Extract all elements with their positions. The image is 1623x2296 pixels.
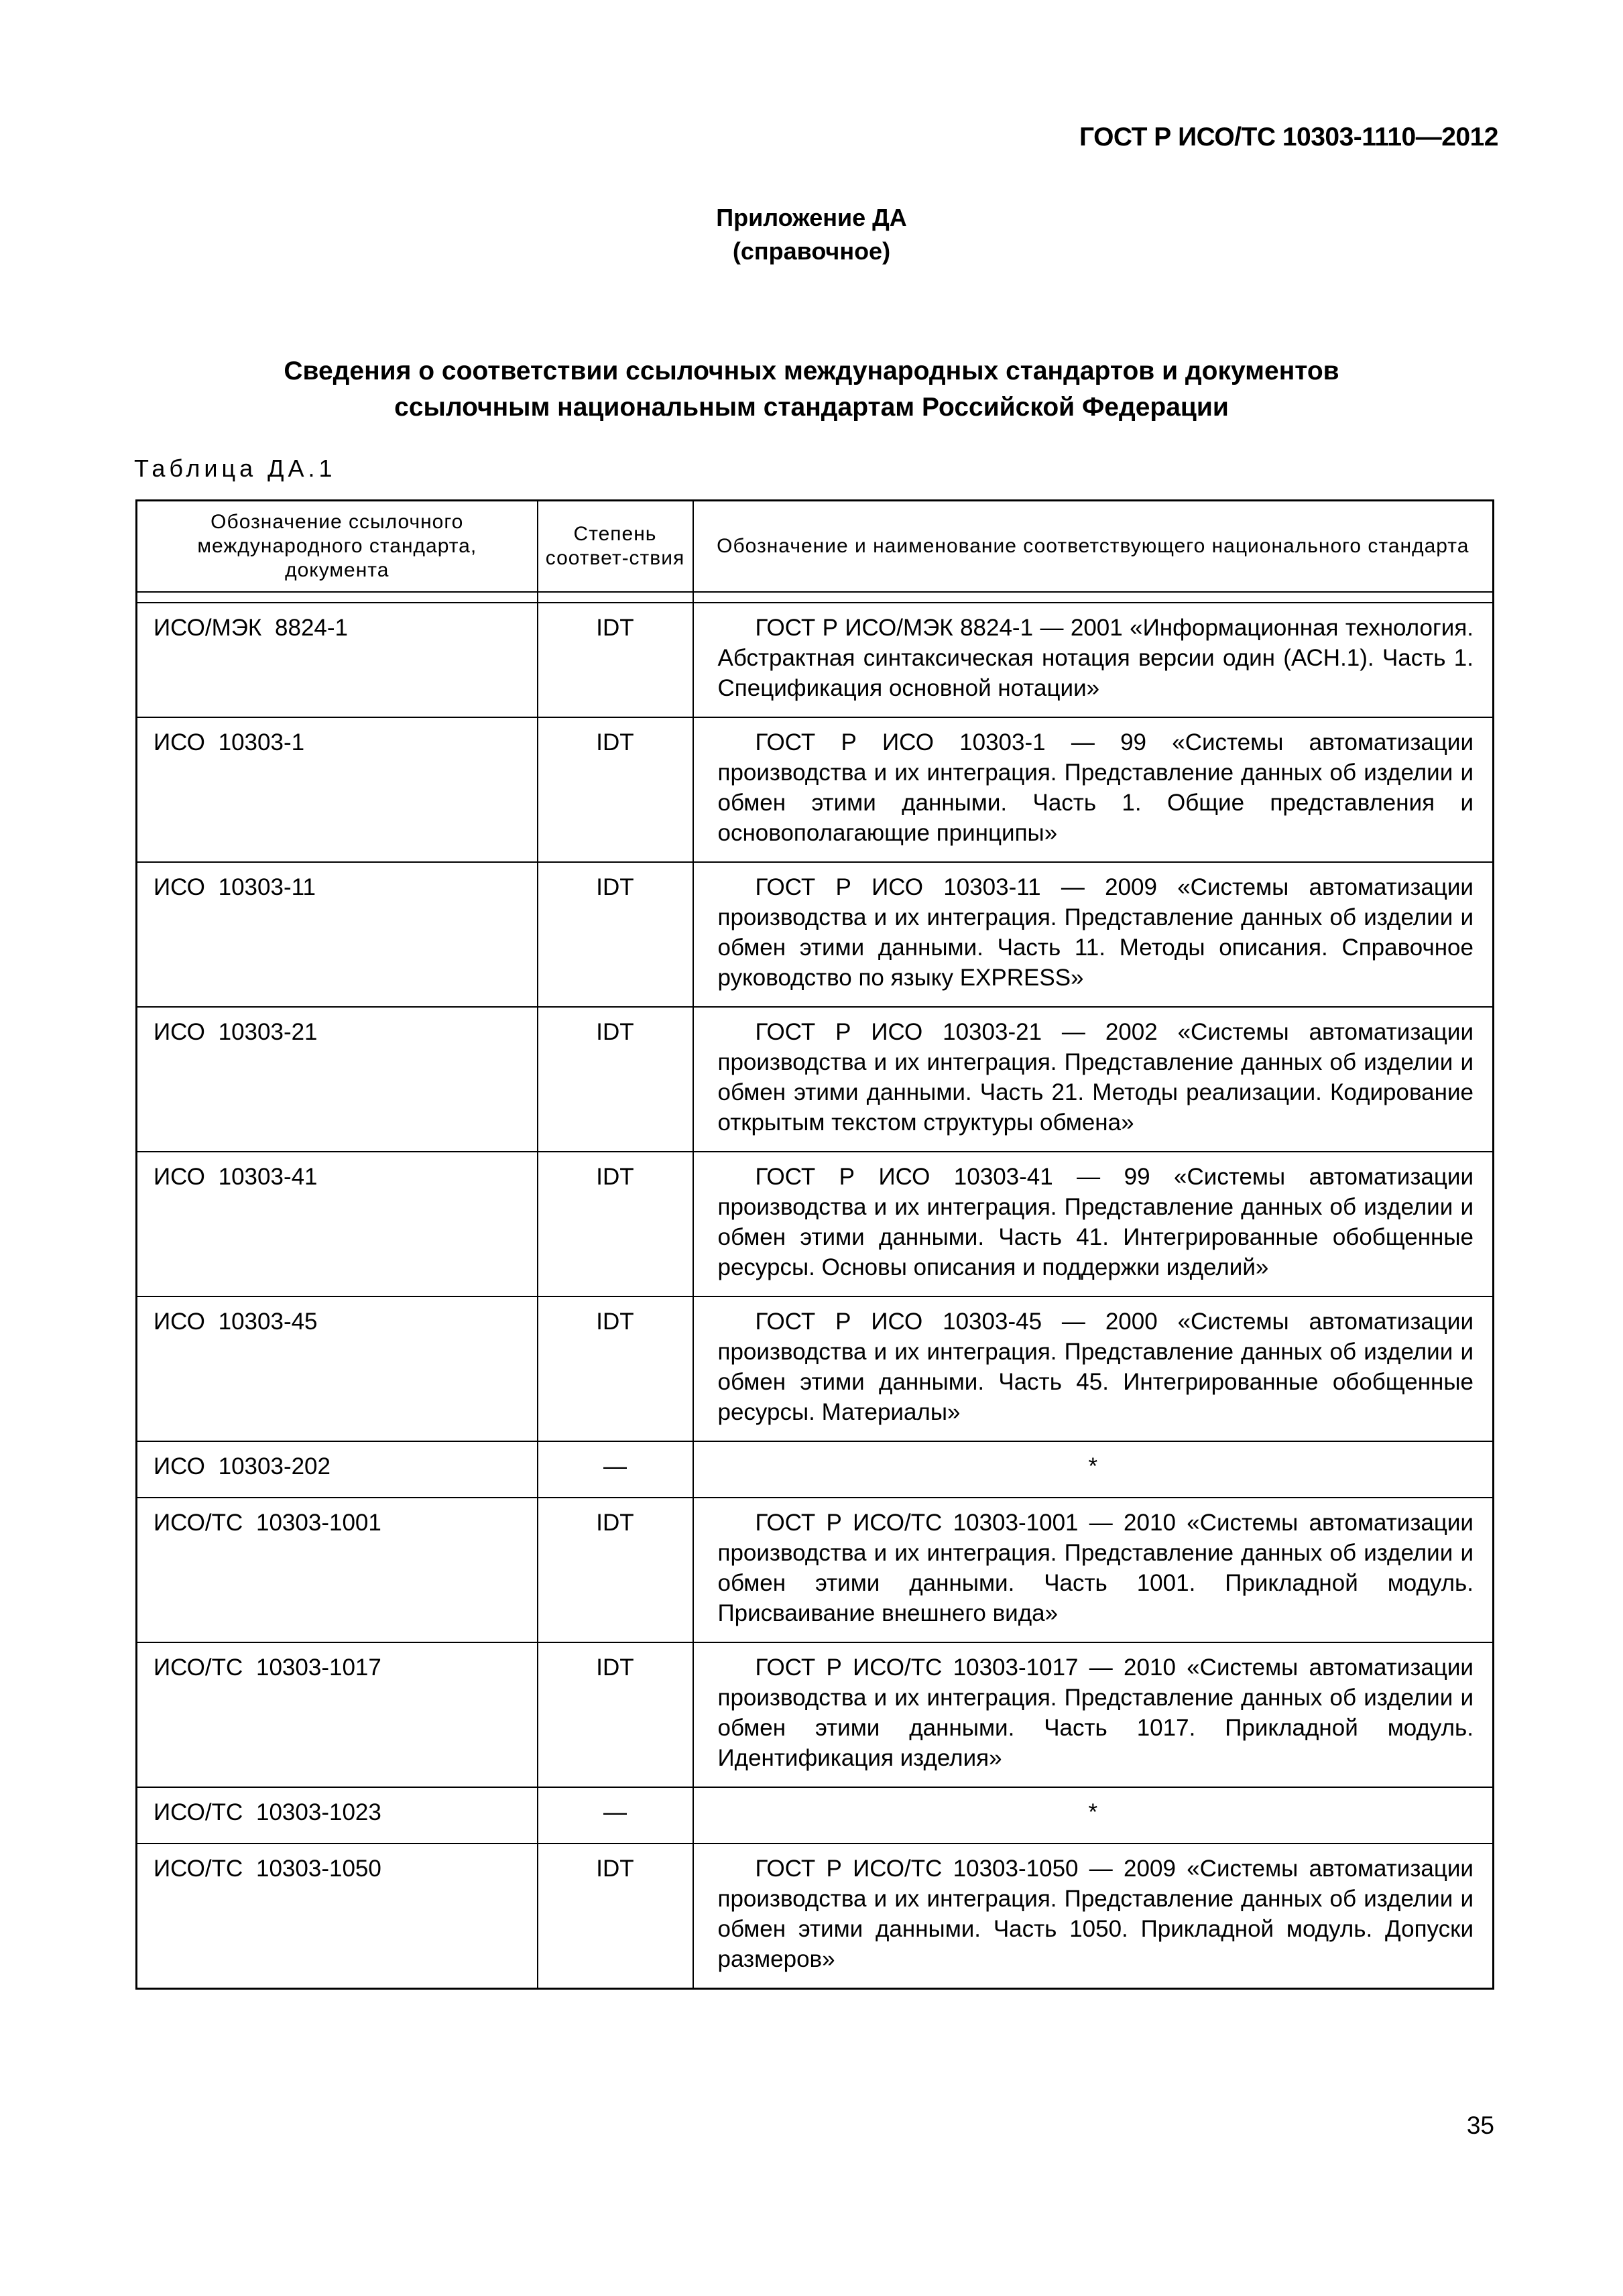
appendix-heading — [0, 201, 1623, 268]
degree-cell: IDT — [538, 1296, 693, 1441]
section-heading-line-2: ссылочным национальным стандартам Российской Федерации — [394, 393, 1229, 422]
header-rule-cell — [538, 592, 693, 603]
degree-cell: IDT — [538, 1498, 693, 1642]
international-designation-cell: ИСО 10303-45 — [137, 1296, 538, 1441]
page-number: 35 — [1466, 2112, 1494, 2139]
national-standard-cell: ГОСТ Р ИСО/ТС 10303-1001 — 2010 «Системы автоматизации производства и их интеграция. Представление данных об изделии и обмен этими данными. Часть 1001. Прикладной модуль. Присваивание внешнего вида» — [693, 1498, 1494, 1642]
national-standard-cell: ГОСТ Р ИСО 10303-1 — 99 «Системы автоматизации производства и их интеграция. Представление данных об изделии и обмен этими данными. Часть 1. Общие представления и основополагающие принципы» — [693, 717, 1494, 862]
degree-cell: IDT — [538, 603, 693, 717]
national-standard-cell: ГОСТ Р ИСО 10303-11 — 2009 «Системы автоматизации производства и их интеграция. Представление данных об изделии и обмен этими данными. Часть 11. Методы описания. Справочное руководство по языку EXPRESS» — [693, 862, 1494, 1007]
degree-cell: IDT — [538, 1844, 693, 1989]
degree-cell: IDT — [538, 862, 693, 1007]
header-degree-of-correspondence: Степень соответ-ствия — [538, 501, 693, 592]
national-standard-cell: * — [693, 1441, 1494, 1498]
national-standard-cell: ГОСТ Р ИСО/МЭК 8824-1 — 2001 «Информационная технология. Абстрактная синтаксическая нотация версии один (АСН.1). Часть 1. Спецификация основной нотации» — [693, 603, 1494, 717]
international-designation-cell: ИСО/ТС 10303-1017 — [137, 1642, 538, 1787]
degree-cell: IDT — [538, 717, 693, 862]
document-code: ГОСТ Р ИСО/ТС 10303-1110—2012 — [1079, 123, 1498, 152]
table-row — [137, 603, 1494, 717]
section-heading-line-1: Сведения о соответствии ссылочных международных стандартов и документов — [284, 357, 1339, 385]
table-caption: Таблица ДА.1 — [134, 455, 337, 482]
national-standard-cell: ГОСТ Р ИСО/ТС 10303-1017 — 2010 «Системы автоматизации производства и их интеграция. Представление данных об изделии и обмен этими данными. Часть 1017. Прикладной модуль. Идентификация изделия» — [693, 1642, 1494, 1787]
international-designation-cell: ИСО/ТС 10303-1001 — [137, 1498, 538, 1642]
international-designation-cell: ИСО/ТС 10303-1050 — [137, 1844, 538, 1989]
degree-cell: — — [538, 1441, 693, 1498]
section-heading — [0, 353, 1623, 426]
international-designation-cell: ИСО 10303-21 — [137, 1007, 538, 1152]
international-designation-cell: ИСО/МЭК 8824-1 — [137, 603, 538, 717]
international-designation-cell: ИСО 10303-11 — [137, 862, 538, 1007]
table-row — [137, 862, 1494, 1007]
table-header-row — [137, 501, 1494, 592]
correspondence-table-wrapper — [135, 499, 1492, 1990]
national-standard-cell: ГОСТ Р ИСО 10303-21 — 2002 «Системы автоматизации производства и их интеграция. Представление данных об изделии и обмен этими данными. Часть 21. Методы реализации. Кодирование открытым текстом структуры обмена» — [693, 1007, 1494, 1152]
header-national-standard: Обозначение и наименование соответствующего национального стандарта — [693, 501, 1494, 592]
table-row — [137, 1007, 1494, 1152]
degree-cell: IDT — [538, 1007, 693, 1152]
international-designation-cell: ИСО 10303-41 — [137, 1152, 538, 1296]
table-row — [137, 717, 1494, 862]
correspondence-table — [135, 499, 1494, 1990]
international-designation-cell: ИСО 10303-202 — [137, 1441, 538, 1498]
table-row — [137, 1152, 1494, 1296]
table-row — [137, 1296, 1494, 1441]
appendix-title: Приложение ДА — [716, 204, 907, 231]
international-designation-cell: ИСО 10303-1 — [137, 717, 538, 862]
header-rule-cell — [137, 592, 538, 603]
national-standard-cell: ГОСТ Р ИСО/ТС 10303-1050 — 2009 «Системы автоматизации производства и их интеграция. Представление данных об изделии и обмен этими данными. Часть 1050. Прикладной модуль. Допуски размеров» — [693, 1844, 1494, 1989]
table-row — [137, 1642, 1494, 1787]
appendix-subtitle: (справочное) — [732, 237, 891, 265]
table-row — [137, 1787, 1494, 1844]
degree-cell: IDT — [538, 1152, 693, 1296]
national-standard-cell: ГОСТ Р ИСО 10303-41 — 99 «Системы автоматизации производства и их интеграция. Представление данных об изделии и обмен этими данными. Часть 41. Интегрированные обобщенные ресурсы. Основы описания и поддержки изделий» — [693, 1152, 1494, 1296]
table-row — [137, 1844, 1494, 1989]
degree-cell: — — [538, 1787, 693, 1844]
table-header-double-rule — [137, 592, 1494, 603]
table-row — [137, 1441, 1494, 1498]
national-standard-cell: ГОСТ Р ИСО 10303-45 — 2000 «Системы автоматизации производства и их интеграция. Представление данных об изделии и обмен этими данными. Часть 45. Интегрированные обобщенные ресурсы. Материалы» — [693, 1296, 1494, 1441]
header-international-designation: Обозначение ссылочного международного стандарта, документа — [137, 501, 538, 592]
national-standard-cell: * — [693, 1787, 1494, 1844]
international-designation-cell: ИСО/ТС 10303-1023 — [137, 1787, 538, 1844]
degree-cell: IDT — [538, 1642, 693, 1787]
table-row — [137, 1498, 1494, 1642]
header-rule-cell — [693, 592, 1494, 603]
